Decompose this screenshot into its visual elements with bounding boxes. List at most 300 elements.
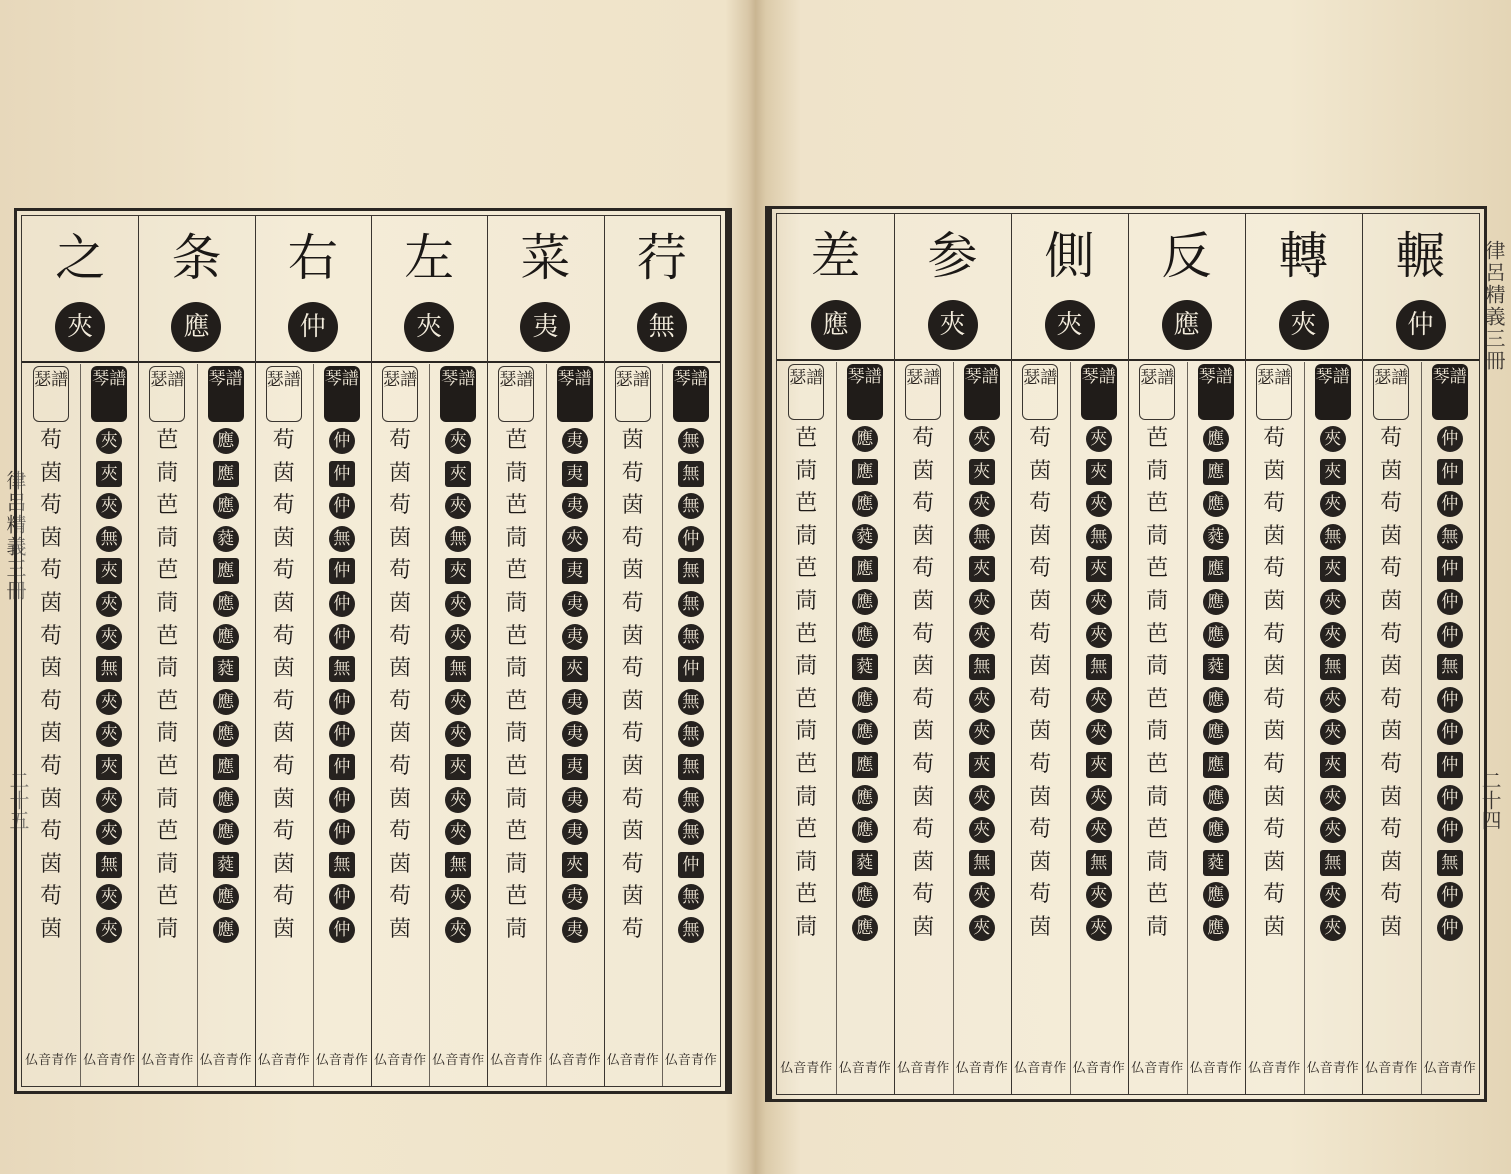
- fingering-glyph: 苟: [1263, 751, 1286, 777]
- fingering-glyph: 芭: [1146, 751, 1169, 777]
- pitch-note: 夷: [562, 787, 588, 813]
- pitch-note: 蕤: [1203, 850, 1229, 876]
- pitch-note: 應: [852, 719, 878, 745]
- fingering-glyph: 茵: [40, 721, 63, 747]
- pitch-note: 應: [1203, 882, 1229, 908]
- se-pu-label: 瑟譜: [905, 364, 941, 420]
- qin-score-column: [199, 366, 253, 950]
- fingering-glyph: 茼: [1146, 784, 1169, 810]
- column-footnote: 仏音青作: [1365, 1061, 1418, 1076]
- pitch-note: 夾: [1086, 719, 1112, 745]
- pitch-note: 無: [1086, 524, 1112, 550]
- lyric-header: [894, 214, 1011, 359]
- fingering-glyph: 苟: [40, 884, 63, 910]
- fingering-glyph: 苟: [912, 751, 935, 777]
- qin-pu-label: 琴譜: [1198, 364, 1234, 420]
- fingering-glyph: 茼: [795, 784, 818, 810]
- se-score-column: [1364, 364, 1419, 948]
- qin-score-column: [82, 366, 136, 950]
- fingering-glyph: 茼: [156, 721, 179, 747]
- pitch-note: 仲: [1437, 882, 1463, 908]
- pitch-note: 夾: [96, 493, 122, 519]
- pitch-note: 應: [1203, 556, 1229, 582]
- fingering-glyph: 苟: [1263, 426, 1286, 451]
- fingering-glyph: 苟: [389, 884, 412, 910]
- fingering-glyph: 苟: [912, 426, 935, 451]
- fingering-glyph: 苟: [912, 882, 935, 908]
- pitch-badge: 應: [1162, 300, 1212, 350]
- sub-column-divider: [953, 362, 954, 1094]
- pitch-note: 夾: [96, 689, 122, 715]
- fingering-glyph: 苟: [389, 753, 412, 779]
- pitch-note: 無: [1086, 654, 1112, 680]
- pitch-note: 無: [678, 787, 704, 813]
- lyric-character: 右: [287, 229, 338, 287]
- lyric-character: 側: [1044, 227, 1095, 285]
- pitch-note: 夾: [562, 852, 588, 878]
- pitch-note: 夾: [1320, 426, 1346, 452]
- fingering-glyph: 茵: [621, 428, 644, 453]
- pitch-note: 應: [852, 752, 878, 778]
- pitch-note: 仲: [1437, 556, 1463, 582]
- pitch-note: 仲: [329, 591, 355, 617]
- fingering-glyph: 苟: [912, 556, 935, 582]
- fingering-glyph: 芭: [156, 558, 179, 584]
- pitch-badge: 夾: [1045, 300, 1095, 350]
- fingering-glyph: 茵: [389, 721, 412, 747]
- fingering-glyph: 茵: [912, 588, 935, 614]
- fingering-glyph: 苟: [40, 753, 63, 779]
- fingering-glyph: 茼: [156, 851, 179, 877]
- fingering-glyph: 茵: [912, 719, 935, 745]
- fingering-glyph: 芭: [795, 817, 818, 843]
- pitch-note: 無: [1437, 524, 1463, 550]
- pitch-note: 無: [678, 754, 704, 780]
- fingering-glyph: 芭: [505, 428, 528, 453]
- fingering-glyph: 苟: [40, 623, 63, 649]
- fingering-glyph: 茼: [505, 525, 528, 551]
- fingering-glyph: 苟: [912, 491, 935, 517]
- pitch-note: 應: [213, 689, 239, 715]
- fingering-glyph: 苟: [1380, 817, 1403, 843]
- column-footnote: 仏音青作: [780, 1061, 833, 1076]
- pitch-note: 夾: [445, 884, 471, 910]
- pitch-note: 應: [1203, 459, 1229, 485]
- fingering-glyph: 茵: [389, 656, 412, 682]
- fingering-glyph: 苟: [272, 493, 295, 519]
- pitch-note: 無: [329, 526, 355, 552]
- pitch-note: 應: [852, 785, 878, 811]
- pitch-note: 夷: [562, 917, 588, 943]
- pitch-note: 應: [213, 917, 239, 943]
- fingering-glyph: 苟: [1380, 491, 1403, 517]
- pitch-note: 夾: [969, 817, 995, 843]
- pitch-note: 無: [678, 884, 704, 910]
- lyric-header: [255, 216, 371, 361]
- fingering-glyph: 茵: [912, 914, 935, 940]
- pitch-note: 應: [213, 461, 239, 487]
- pitch-note: 應: [852, 459, 878, 485]
- pitch-note: 仲: [678, 656, 704, 682]
- pitch-note: 夾: [1320, 556, 1346, 582]
- qin-pu-label: 琴譜: [964, 364, 1000, 420]
- pitch-note: 仲: [329, 461, 355, 487]
- fingering-glyph: 茵: [40, 525, 63, 551]
- fingering-glyph: 苟: [389, 819, 412, 845]
- fingering-glyph: 茵: [1029, 588, 1052, 614]
- fingering-glyph: 茼: [1146, 458, 1169, 484]
- lyric-character: 差: [810, 227, 861, 285]
- fingering-glyph: 苟: [389, 558, 412, 584]
- sub-column-divider: [836, 362, 837, 1094]
- fingering-glyph: 茵: [1380, 588, 1403, 614]
- fingering-glyph: 苟: [1263, 491, 1286, 517]
- pitch-note: 夾: [1086, 426, 1112, 452]
- right-page: [755, 0, 1511, 1174]
- pitch-note: 應: [1203, 622, 1229, 648]
- fingering-glyph: 茵: [1029, 523, 1052, 549]
- fingering-glyph: 茵: [912, 654, 935, 680]
- fingering-glyph: 茵: [389, 786, 412, 812]
- pitch-note: 夾: [969, 915, 995, 941]
- lyric-character: 条: [171, 229, 222, 287]
- fingering-glyph: 茼: [156, 786, 179, 812]
- qin-pu-label: 琴譜: [208, 366, 244, 422]
- pitch-badge: 仲: [1396, 300, 1446, 350]
- fingering-glyph: 茵: [272, 786, 295, 812]
- qin-score-column: [955, 364, 1010, 948]
- se-pu-label: 瑟譜: [615, 366, 651, 422]
- fingering-glyph: 茵: [1263, 849, 1286, 875]
- pitch-note: 夾: [1086, 882, 1112, 908]
- fingering-glyph: 苟: [272, 428, 295, 453]
- column-footnote: 仏音青作: [1014, 1061, 1067, 1076]
- pitch-note: 無: [1320, 654, 1346, 680]
- pitch-note: 夾: [445, 754, 471, 780]
- se-score-column: [1013, 364, 1068, 948]
- fingering-glyph: 茼: [795, 654, 818, 680]
- pitch-note: 夾: [96, 591, 122, 617]
- fingering-glyph: 茵: [1263, 914, 1286, 940]
- pitch-note: 夾: [969, 882, 995, 908]
- fingering-glyph: 芭: [795, 621, 818, 647]
- pitch-note: 蕤: [852, 524, 878, 550]
- pitch-note: 夾: [1320, 719, 1346, 745]
- pitch-note: 夾: [96, 624, 122, 650]
- lyric-header: [1011, 214, 1128, 359]
- pitch-note: 仲: [1437, 459, 1463, 485]
- pitch-note: 應: [1203, 817, 1229, 843]
- pitch-note: 應: [852, 915, 878, 941]
- se-pu-label: 瑟譜: [498, 366, 534, 422]
- pitch-note: 應: [213, 754, 239, 780]
- column-footnote: 仏音青作: [199, 1053, 252, 1068]
- lyric-header: [604, 216, 720, 361]
- pitch-note: 夾: [1086, 556, 1112, 582]
- fingering-glyph: 茼: [1146, 914, 1169, 940]
- pitch-note: 夾: [445, 721, 471, 747]
- fingering-glyph: 芭: [505, 623, 528, 649]
- fingering-glyph: 茵: [621, 558, 644, 584]
- sub-column-divider: [1070, 362, 1071, 1094]
- pitch-note: 夾: [1320, 459, 1346, 485]
- fingering-glyph: 茼: [505, 656, 528, 682]
- fingering-glyph: 茼: [795, 523, 818, 549]
- pitch-note: 仲: [1437, 817, 1463, 843]
- qin-pu-label: 琴譜: [1081, 364, 1117, 420]
- pitch-note: 夾: [969, 459, 995, 485]
- qin-pu-label: 琴譜: [1432, 364, 1468, 420]
- column-footnote: 仏音青作: [1306, 1061, 1359, 1076]
- pitch-note: 夾: [1320, 622, 1346, 648]
- fingering-glyph: 茼: [156, 916, 179, 942]
- fingering-glyph: 茵: [1029, 849, 1052, 875]
- pitch-note: 夾: [1086, 589, 1112, 615]
- fingering-glyph: 茵: [621, 753, 644, 779]
- fingering-glyph: 芭: [1146, 491, 1169, 517]
- fingering-glyph: 苟: [1263, 556, 1286, 582]
- se-pu-label: 瑟譜: [1022, 364, 1058, 420]
- column-footnote: 仏音青作: [374, 1053, 427, 1068]
- pitch-note: 無: [678, 461, 704, 487]
- pitch-note: 夾: [96, 461, 122, 487]
- pitch-note: 無: [969, 850, 995, 876]
- pitch-note: 夾: [96, 917, 122, 943]
- fingering-glyph: 苟: [1029, 686, 1052, 712]
- fingering-glyph: 芭: [156, 493, 179, 519]
- fingering-glyph: 茵: [1263, 654, 1286, 680]
- fingering-glyph: 芭: [1146, 817, 1169, 843]
- fingering-glyph: 茼: [505, 460, 528, 486]
- fingering-glyph: 芭: [1146, 882, 1169, 908]
- fingering-glyph: 茼: [505, 916, 528, 942]
- qin-pu-label: 琴譜: [557, 366, 593, 422]
- lyric-character: 荇: [636, 229, 687, 287]
- fingering-glyph: 苟: [40, 819, 63, 845]
- fingering-glyph: 芭: [505, 884, 528, 910]
- right-margin-title: 律呂精義三冊: [1482, 240, 1506, 372]
- pitch-badge: 應: [811, 300, 861, 350]
- pitch-note: 蕤: [213, 656, 239, 682]
- fingering-glyph: 芭: [156, 688, 179, 714]
- pitch-note: 夾: [96, 819, 122, 845]
- pitch-note: 蕤: [1203, 654, 1229, 680]
- pitch-note: 夾: [1086, 752, 1112, 778]
- pitch-note: 夾: [1320, 882, 1346, 908]
- pitch-note: 夾: [445, 917, 471, 943]
- fingering-glyph: 芭: [156, 884, 179, 910]
- pitch-note: 仲: [1437, 719, 1463, 745]
- lyric-header: [1128, 214, 1245, 359]
- pitch-note: 仲: [329, 624, 355, 650]
- fingering-glyph: 苟: [1263, 621, 1286, 647]
- sub-column-divider: [313, 364, 314, 1086]
- fingering-glyph: 茵: [40, 916, 63, 942]
- fingering-glyph: 苟: [1380, 621, 1403, 647]
- fingering-glyph: 苟: [389, 428, 412, 453]
- lyric-header: [371, 216, 487, 361]
- pitch-note: 夾: [562, 656, 588, 682]
- fingering-glyph: 苟: [389, 493, 412, 519]
- column-footnote: 仏音青作: [1131, 1061, 1184, 1076]
- pitch-note: 蕤: [1203, 524, 1229, 550]
- fingering-glyph: 苟: [621, 460, 644, 486]
- pitch-note: 應: [852, 556, 878, 582]
- fingering-glyph: 茵: [272, 721, 295, 747]
- pitch-note: 夷: [562, 884, 588, 910]
- fingering-glyph: 苟: [621, 851, 644, 877]
- lyric-header: [487, 216, 603, 361]
- fingering-glyph: 苟: [389, 623, 412, 649]
- fingering-glyph: 芭: [156, 753, 179, 779]
- fingering-glyph: 芭: [1146, 621, 1169, 647]
- pitch-note: 夾: [445, 787, 471, 813]
- pitch-note: 無: [445, 852, 471, 878]
- fingering-glyph: 茵: [621, 884, 644, 910]
- fingering-glyph: 茵: [1380, 523, 1403, 549]
- pitch-note: 夾: [969, 589, 995, 615]
- fingering-glyph: 芭: [1146, 556, 1169, 582]
- pitch-note: 應: [852, 426, 878, 452]
- fingering-glyph: 苟: [1263, 882, 1286, 908]
- pitch-note: 仲: [329, 819, 355, 845]
- left-score-frame: [14, 208, 732, 1094]
- qin-score-column: [664, 366, 718, 950]
- pitch-note: 夾: [445, 558, 471, 584]
- pitch-note: 夷: [562, 754, 588, 780]
- fingering-glyph: 茼: [505, 851, 528, 877]
- fingering-glyph: 茵: [912, 523, 935, 549]
- pitch-badge: 夾: [928, 300, 978, 350]
- pitch-note: 夾: [1086, 915, 1112, 941]
- column-footnote: 仏音青作: [83, 1053, 136, 1068]
- fingering-glyph: 茼: [156, 460, 179, 486]
- pitch-note: 蕤: [213, 852, 239, 878]
- pitch-note: 蕤: [213, 526, 239, 552]
- fingering-glyph: 苟: [272, 558, 295, 584]
- fingering-glyph: 苟: [272, 753, 295, 779]
- pitch-note: 仲: [1437, 687, 1463, 713]
- fingering-glyph: 茵: [912, 849, 935, 875]
- pitch-note: 夾: [1086, 687, 1112, 713]
- fingering-glyph: 茵: [1380, 458, 1403, 484]
- pitch-note: 應: [852, 687, 878, 713]
- right-score-grid: [776, 213, 1480, 1095]
- pitch-note: 仲: [1437, 785, 1463, 811]
- pitch-note: 夾: [96, 558, 122, 584]
- pitch-note: 仲: [1437, 491, 1463, 517]
- fingering-glyph: 茵: [1263, 719, 1286, 745]
- pitch-note: 無: [969, 654, 995, 680]
- se-pu-label: 瑟譜: [33, 366, 69, 422]
- pitch-note: 仲: [1437, 589, 1463, 615]
- column-footnote: 仏音青作: [432, 1053, 485, 1068]
- fingering-glyph: 茼: [795, 719, 818, 745]
- fingering-glyph: 茵: [912, 458, 935, 484]
- fingering-glyph: 茵: [389, 916, 412, 942]
- fingering-glyph: 茼: [1146, 719, 1169, 745]
- pitch-note: 夷: [562, 428, 588, 454]
- column-footnote: 仏音青作: [1423, 1061, 1476, 1076]
- pitch-note: 夷: [562, 493, 588, 519]
- fingering-glyph: 茼: [505, 721, 528, 747]
- fingering-glyph: 苟: [272, 819, 295, 845]
- se-pu-label: 瑟譜: [266, 366, 302, 422]
- pitch-note: 應: [213, 721, 239, 747]
- pitch-note: 仲: [329, 754, 355, 780]
- pitch-note: 夾: [1320, 752, 1346, 778]
- se-pu-label: 瑟譜: [788, 364, 824, 420]
- fingering-glyph: 芭: [795, 556, 818, 582]
- pitch-note: 夾: [96, 754, 122, 780]
- fingering-glyph: 茼: [1146, 849, 1169, 875]
- fingering-glyph: 茼: [156, 656, 179, 682]
- fingering-glyph: 茵: [1380, 654, 1403, 680]
- qin-score-column: [838, 364, 893, 948]
- pitch-note: 仲: [329, 493, 355, 519]
- fingering-glyph: 苟: [621, 916, 644, 942]
- sub-column-divider: [1421, 362, 1422, 1094]
- pitch-note: 夾: [1320, 817, 1346, 843]
- pitch-note: 應: [213, 819, 239, 845]
- fingering-glyph: 芭: [505, 819, 528, 845]
- sub-column-divider: [1304, 362, 1305, 1094]
- lyric-header: [138, 216, 254, 361]
- pitch-note: 應: [213, 624, 239, 650]
- pitch-note: 無: [678, 493, 704, 519]
- lyric-header: [1362, 214, 1479, 359]
- fingering-glyph: 芭: [795, 882, 818, 908]
- pitch-note: 夾: [1086, 459, 1112, 485]
- pitch-badge: 仲: [288, 302, 338, 352]
- sub-column-divider: [546, 364, 547, 1086]
- column-footnote: 仏音青作: [838, 1061, 891, 1076]
- fingering-glyph: 芭: [795, 686, 818, 712]
- pitch-note: 應: [852, 817, 878, 843]
- qin-pu-label: 琴譜: [440, 366, 476, 422]
- fingering-glyph: 苟: [1029, 556, 1052, 582]
- se-pu-label: 瑟譜: [1139, 364, 1175, 420]
- fingering-glyph: 茵: [272, 851, 295, 877]
- column-footnote: 仏音青作: [1072, 1061, 1125, 1076]
- lyric-character: 之: [55, 229, 106, 287]
- fingering-glyph: 苟: [389, 688, 412, 714]
- pitch-badge: 無: [637, 302, 687, 352]
- fingering-glyph: 苟: [621, 656, 644, 682]
- fingering-glyph: 苟: [40, 558, 63, 584]
- fingering-glyph: 茵: [1029, 719, 1052, 745]
- pitch-note: 無: [445, 656, 471, 682]
- fingering-glyph: 苟: [1029, 817, 1052, 843]
- fingering-glyph: 苟: [1029, 751, 1052, 777]
- pitch-note: 應: [1203, 785, 1229, 811]
- pitch-note: 無: [96, 526, 122, 552]
- fingering-glyph: 茼: [795, 849, 818, 875]
- se-score-column: [1247, 364, 1302, 948]
- pitch-note: 夾: [1086, 491, 1112, 517]
- pitch-note: 夷: [562, 558, 588, 584]
- pitch-note: 應: [1203, 719, 1229, 745]
- qin-score-column: [1423, 364, 1478, 948]
- pitch-note: 仲: [1437, 426, 1463, 452]
- sub-column-divider: [1187, 362, 1188, 1094]
- fingering-glyph: 茵: [621, 493, 644, 519]
- fingering-glyph: 茼: [1146, 588, 1169, 614]
- pitch-note: 夾: [1086, 785, 1112, 811]
- pitch-note: 應: [852, 622, 878, 648]
- pitch-note: 無: [329, 852, 355, 878]
- qin-pu-label: 琴譜: [1315, 364, 1351, 420]
